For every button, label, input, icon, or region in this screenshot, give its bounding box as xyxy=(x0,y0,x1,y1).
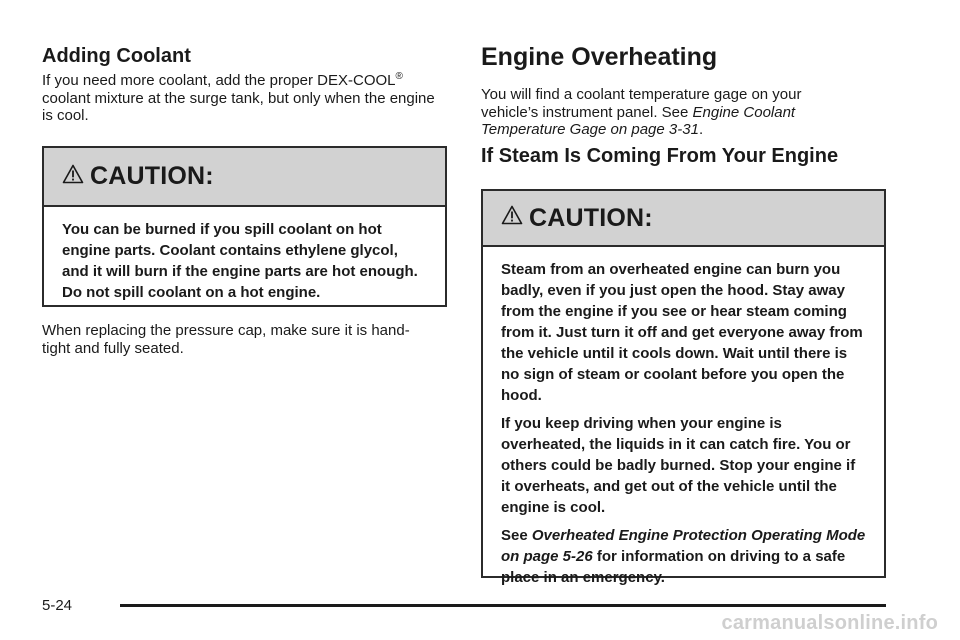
caution-body xyxy=(483,247,884,588)
caution-para-2: If you keep driving when your engine is overheated, the liquids in it can catch fire. You or others could be badly burned. Stop your engine if it overheats, and get out of the vehicle until the engine is cool. xyxy=(501,415,856,516)
caution-body xyxy=(44,207,445,303)
protection-mode-reference: Overheated Engine Protection Operating Mode on page 5-26 xyxy=(501,527,866,565)
engine-overheating-heading: Engine Overheating xyxy=(481,43,718,71)
caution-para-1: Steam from an overheated engine can burn you badly, even if you just open the hood. Stay away from the engine if you see or hear steam coming from it. Just turn it off and get everyone away from the vehicle until it cools down. Wait until there is no sign of steam or coolant before you open the hood. xyxy=(501,261,863,404)
caution-header xyxy=(44,148,445,207)
intro-end: . xyxy=(698,121,704,138)
page-number: 5-24 xyxy=(42,597,73,614)
caution-box-coolant xyxy=(42,146,447,307)
registered-mark: ® xyxy=(395,71,403,82)
caution-title: CAUTION: xyxy=(529,203,653,232)
pressure-cap-text: When replacing the pressure cap, make sure it is hand-tight and fully seated. xyxy=(42,322,410,357)
engine-overheating-intro xyxy=(481,86,851,139)
caution-para-3 xyxy=(501,525,866,588)
caution-header xyxy=(483,191,884,247)
footer-rule xyxy=(120,604,886,607)
steam-heading: If Steam Is Coming From Your Engine xyxy=(481,145,839,167)
intro-text: You will find a coolant temperature gage on your vehicle’s instrument panel. See xyxy=(481,86,802,121)
adding-coolant-intro xyxy=(42,72,442,125)
adding-coolant-heading: Adding Coolant xyxy=(42,45,191,67)
caution-box-steam xyxy=(481,189,886,586)
caution-text: You can be burned if you spill coolant on hot engine parts. Coolant contains ethylene glycol, and it will burn if the engine parts are hot enough. Do not spill coolant on a hot engine. xyxy=(62,221,418,301)
watermark: carmanualsonline.info xyxy=(721,612,938,634)
intro-text-cont: coolant mixture at the surge tank, but only when the engine is cool. xyxy=(42,89,435,124)
gage-page-reference: Engine Coolant Temperature Gage on page 3-31 xyxy=(481,103,796,138)
see-text: See xyxy=(501,527,532,544)
warning-triangle-icon xyxy=(62,164,84,184)
caution-title: CAUTION: xyxy=(90,162,214,190)
intro-text: If you need more coolant, add the proper DEX-COOL xyxy=(42,72,396,89)
warning-triangle-icon xyxy=(501,205,523,225)
see-text-rest: for information on driving to a safe place in an emergency. xyxy=(501,548,846,586)
